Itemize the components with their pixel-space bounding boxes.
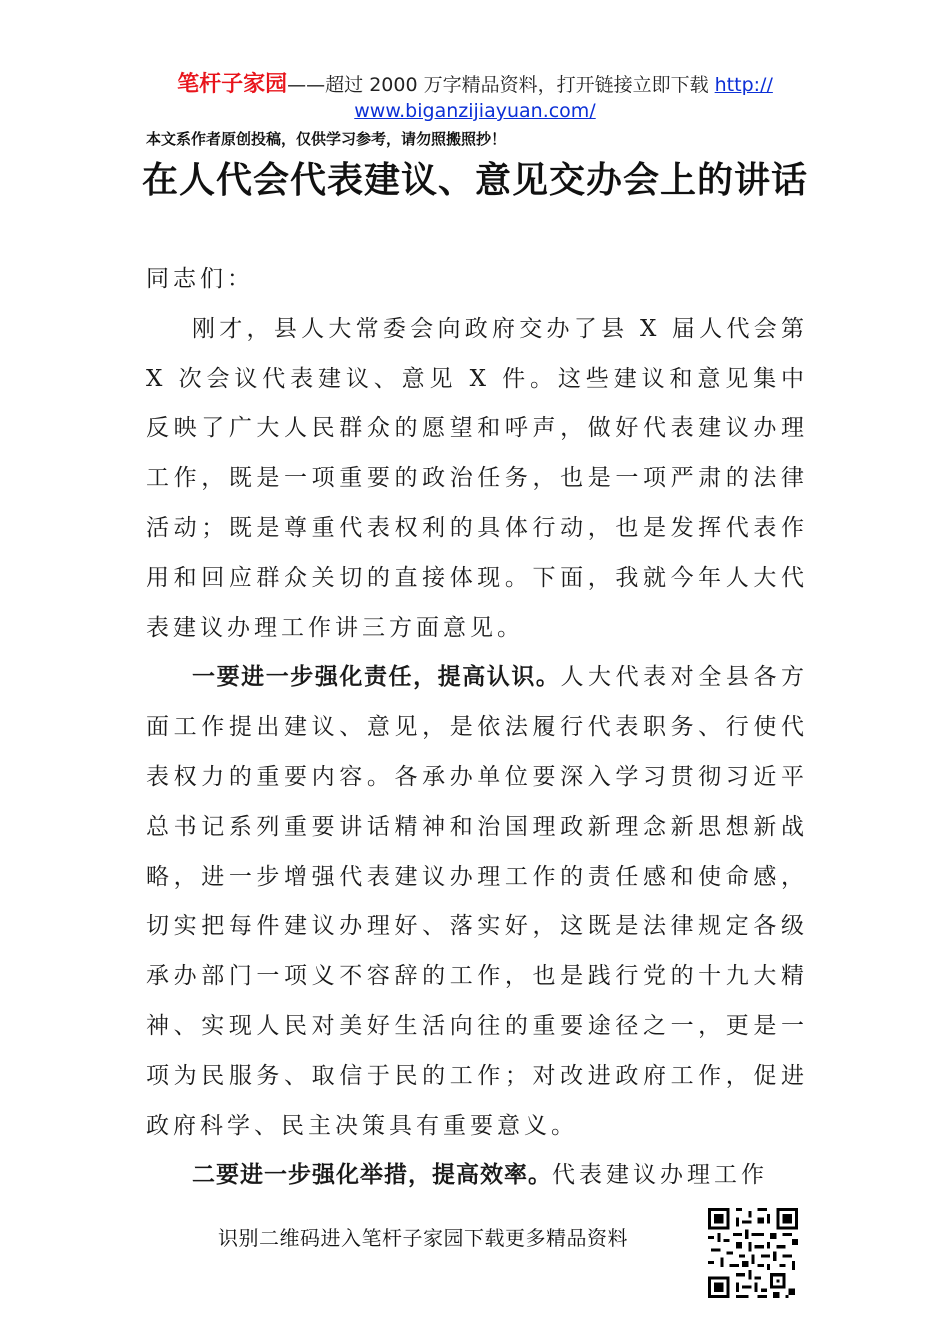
download-link[interactable]: http:// xyxy=(714,74,773,96)
qr-code-icon[interactable] xyxy=(708,1208,798,1298)
footer-text: 识别二维码进入笔杆子家园下载更多精品资料 xyxy=(218,1226,628,1250)
paragraph-lead: 一要进一步强化责任，提高认识。 xyxy=(192,664,561,691)
brand-name: 笔杆子家园 xyxy=(177,72,288,97)
greeting: 同志们： xyxy=(146,266,254,292)
document-title: 在人代会代表建议、意见交办会上的讲话 xyxy=(141,159,808,201)
paragraph-lead: 二要进一步强化举措，提高效率。 xyxy=(192,1162,552,1189)
paragraph xyxy=(146,1151,808,1201)
copyright-notice: 本文系作者原创投稿，仅供学习参考，请勿照搬照抄！ xyxy=(146,130,507,148)
header-tagline: ——超过 2000 万字精品资料，打开链接立即下载 xyxy=(287,74,715,96)
site-header xyxy=(0,72,950,124)
paragraph xyxy=(146,305,808,654)
paragraph-text: 人大代表对全县各方面工作提出建议、意见，是依法履行代表职务、行使代表权力的重要内容。各承办单位要深入学习贯彻习近平总书记系列重要讲话精神和治国理政新理念新思想新战略，进一步增强代表建议办理工作的责任感和使命感，切实把每件建议办理好、落实好，这既是法律规定各级承办部门一项义不容辞的工作，也是践行党的十九大精神、实现人民对美好生活向往的重要途径之一，更是一项为民服务、取信于民的工作；对改进政府工作，促进政府科学、民主决策具有重要意义。 xyxy=(146,664,809,1139)
paragraph-text: 刚才，县人大常委会向政府交办了县 X 届人代会第 X 次会议代表建议、意见 X 件。这些建议和意见集中反映了广大人民群众的愿望和呼声，做好代表建议办理工作，既是一项重要的政治任务，也是一项严肃的法律活动；既是尊重代表权利的具体行动，也是发挥代表作用和回应群众关切的直接体现。下面，我就今年人大代表建议办理工作讲三方面意见。 xyxy=(146,315,808,641)
paragraph xyxy=(146,653,808,1151)
document-body xyxy=(146,255,808,1201)
download-link-url[interactable]: www.biganzijiayuan.com/ xyxy=(354,100,596,122)
paragraph-text: 代表建议办理工作 xyxy=(552,1162,768,1189)
